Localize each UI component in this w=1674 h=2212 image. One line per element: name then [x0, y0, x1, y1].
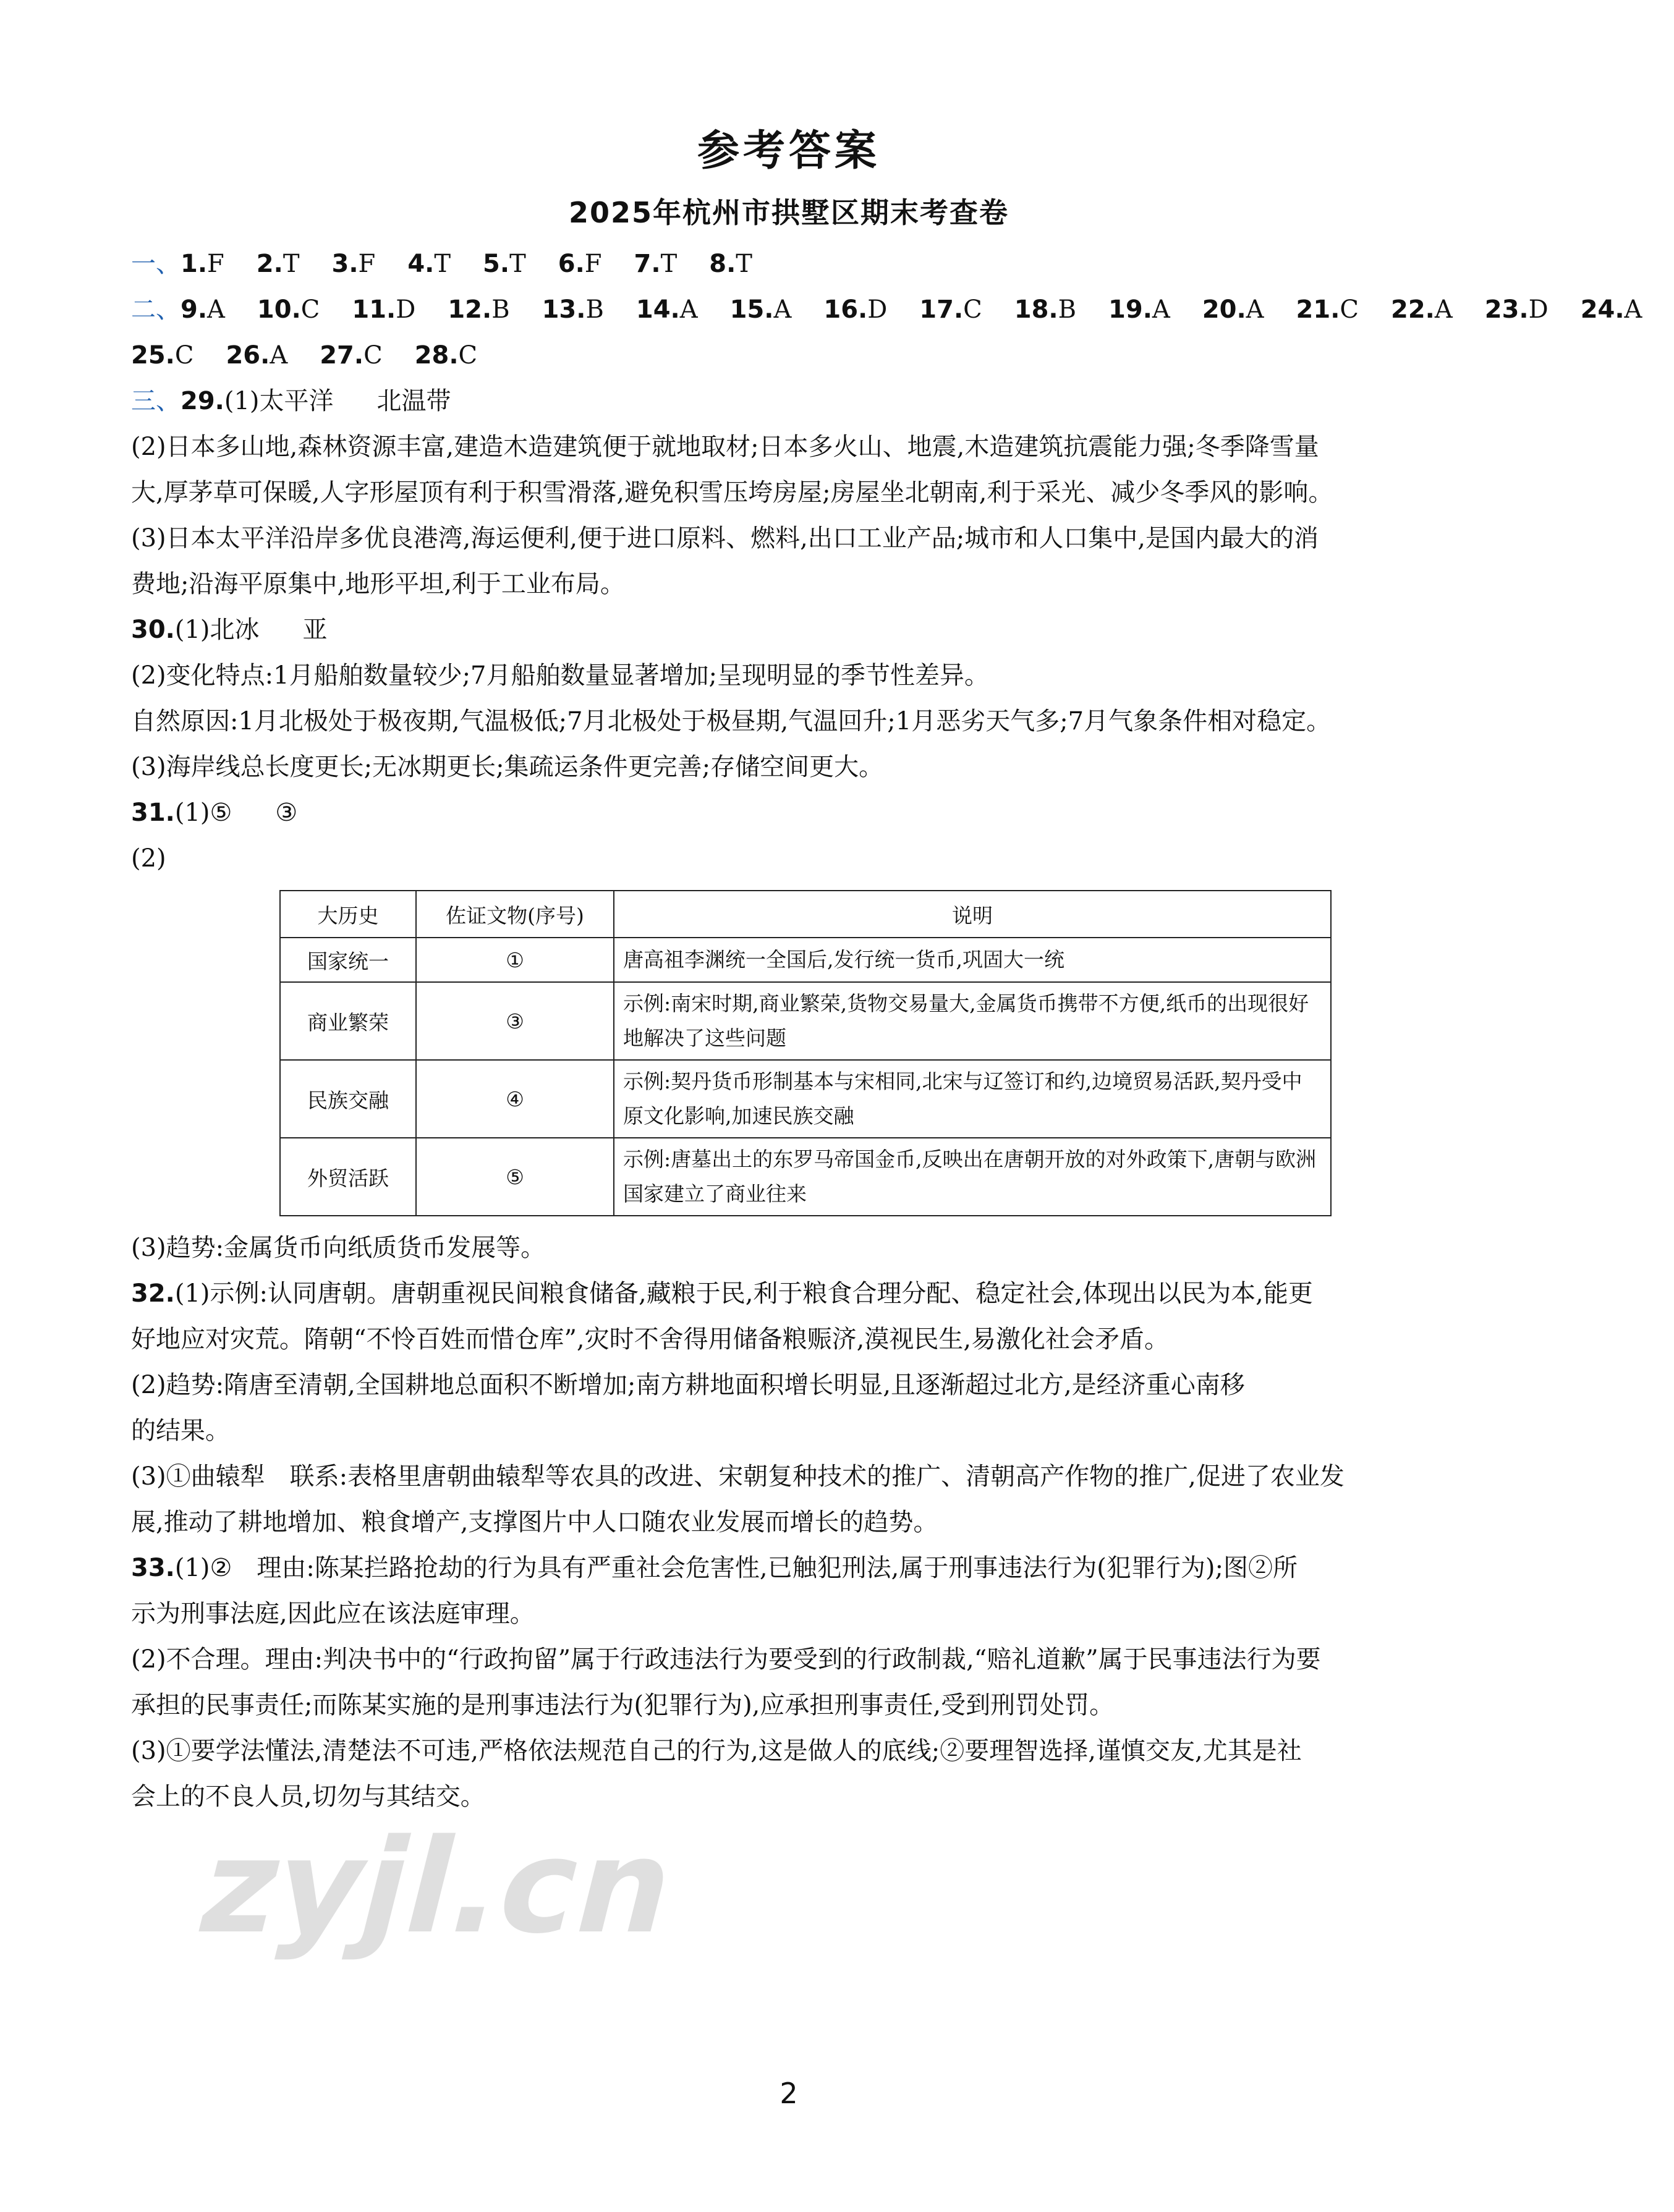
- q29-part-3-line-1: (3)日本太平洋沿岸多优良港湾,海运便利,便于进口原料、燃料,出口工业产品;城市和人口集中,是国内最大的消: [131, 524, 1319, 553]
- answer-value: T: [736, 250, 752, 278]
- answer-number: 3.: [331, 250, 359, 278]
- table-cell-topic: 民族交融: [280, 1060, 416, 1138]
- answer-value: D: [396, 295, 416, 324]
- watermark-logo: zyjl.cn: [185, 1811, 691, 1962]
- answer-item: [1391, 287, 1453, 333]
- answer-item: [634, 241, 678, 287]
- answer-value: B: [1058, 295, 1077, 324]
- answer-item: [257, 287, 320, 333]
- answer-number: 17.: [919, 295, 964, 324]
- page-number: 2: [780, 2077, 798, 2110]
- q30-part-3: (3)海岸线总长度更长;无冰期更长;集疏运条件更完善;存储空间更大。: [131, 753, 884, 781]
- answer-number: 23.: [1484, 295, 1529, 324]
- q33-part-2-line-2: 承担的民事责任;而陈某实施的是刑事违法行为(犯罪行为),应承担刑事责任,受到刑罚处罚。: [131, 1691, 1115, 1719]
- answer-number: 6.: [558, 250, 585, 278]
- q32-part-2-line-2: 的结果。: [131, 1417, 230, 1445]
- answer-value: T: [660, 250, 678, 278]
- table-row: [280, 982, 1331, 1060]
- q33-p1-answer: (1)②: [174, 1554, 232, 1582]
- answer-item: [352, 287, 415, 333]
- answer-value: B: [585, 295, 604, 324]
- q30-part-2-reason: 自然原因:1月北极处于极夜期,气温极低;7月北极处于极昼期,气温回升;1月恶劣天气多;7月气象条件相对稳定。: [131, 707, 1332, 735]
- answer-number: 20.: [1202, 295, 1246, 324]
- answer-item: [709, 241, 752, 287]
- answer-value: A: [773, 295, 792, 324]
- answer-number: 1.: [181, 250, 208, 278]
- answer-value: A: [207, 295, 225, 324]
- answer-number: 18.: [1014, 295, 1058, 324]
- answer-item: [919, 287, 982, 333]
- table-cell-relic: ③: [416, 982, 614, 1060]
- section-1-answer-list: [181, 250, 784, 278]
- answer-item: [407, 241, 451, 287]
- table-cell-topic: 国家统一: [280, 938, 416, 982]
- answer-number: 25.: [131, 341, 175, 370]
- q31-answer-table: [279, 890, 1332, 1216]
- q29-part-1: [131, 378, 1448, 424]
- section-1-label: 一、: [131, 250, 181, 278]
- answer-item: [1296, 287, 1359, 333]
- answer-number: 7.: [634, 250, 661, 278]
- answer-number: 13.: [542, 295, 586, 324]
- answer-number: 11.: [352, 295, 396, 324]
- answer-item: [131, 333, 193, 378]
- answer-value: A: [1624, 295, 1642, 324]
- answer-value: C: [1340, 295, 1359, 324]
- answer-value: F: [207, 250, 224, 278]
- answer-value: A: [1434, 295, 1453, 324]
- answer-item: [1581, 287, 1642, 333]
- answer-item: [1202, 287, 1264, 333]
- table-header-row: [280, 891, 1331, 938]
- answer-item: [181, 287, 225, 333]
- section-1-answers: [131, 241, 1448, 287]
- answer-item: [823, 287, 887, 333]
- answer-number: 16.: [823, 295, 868, 324]
- answer-number: 19.: [1108, 295, 1152, 324]
- answer-item: [320, 333, 382, 378]
- q31-part-1: [131, 790, 1448, 836]
- answer-value: F: [358, 250, 376, 278]
- answer-number: 21.: [1296, 295, 1340, 324]
- answer-number: 14.: [635, 295, 680, 324]
- q31-p1-answer-a: (1)⑤: [174, 799, 232, 827]
- section-2-label: 二、: [131, 295, 181, 324]
- answer-value: D: [867, 295, 888, 324]
- table-header-relic: 佐证文物(序号): [416, 891, 614, 938]
- q32-p3-link: 联系:表格里唐朝曲辕犁等农具的改进、宋朝复种技术的推广、清朝高产作物的推广,促进了农业发: [289, 1462, 1345, 1491]
- q32-p1-text: (1)示例:认同唐朝。唐朝重视民间粮食储备,藏粮于民,利于粮食合理分配、稳定社会,体现出以民为本,能更: [174, 1279, 1313, 1308]
- answer-item: [1014, 287, 1076, 333]
- answer-item: [636, 287, 698, 333]
- q30-p1-answer-b: 亚: [302, 616, 328, 644]
- q33-number: 33.: [131, 1554, 175, 1582]
- answer-number: 8.: [709, 250, 736, 278]
- q29-p1-answer-a: (1)太平洋: [224, 387, 334, 415]
- page-title: 参考答案: [697, 127, 880, 176]
- answer-number: 15.: [729, 295, 774, 324]
- answer-item: [415, 333, 477, 378]
- answer-value: C: [174, 341, 194, 370]
- q32-part-3-line-2: 展,推动了耕地增加、粮食增产,支撑图片中人口随农业发展而增长的趋势。: [131, 1508, 938, 1536]
- answer-value: T: [283, 250, 300, 278]
- q30-part-1: [131, 607, 1448, 653]
- table-cell-desc: 示例:南宋时期,商业繁荣,货物交易量大,金属货币携带不方便,纸币的出现很好地解决了这些问题: [614, 982, 1331, 1060]
- q32-p3-answer: (3)①曲辕犁: [131, 1462, 265, 1491]
- answer-value: C: [300, 295, 320, 324]
- answer-number: 9.: [181, 295, 208, 324]
- q31-table-wrapper: [279, 890, 1448, 1216]
- q31-part-2-label: (2): [131, 844, 166, 873]
- answer-value: C: [963, 295, 982, 324]
- answer-value: C: [363, 341, 383, 370]
- q32-part-1-line-2: 好地应对灾荒。隋朝“不怜百姓而惜仓库”,灾时不舍得用储备粮赈济,漠视民生,易激化社会矛盾。: [131, 1325, 1170, 1354]
- answer-item: [730, 287, 792, 333]
- q31-number: 31.: [131, 799, 175, 827]
- answer-item: [332, 241, 376, 287]
- table-cell-topic: 外贸活跃: [280, 1138, 416, 1216]
- answer-number: 26.: [226, 341, 270, 370]
- q31-p1-answer-b: ③: [275, 799, 298, 827]
- answer-value: D: [1528, 295, 1549, 324]
- answer-number: 24.: [1580, 295, 1625, 324]
- answer-number: 27.: [320, 341, 364, 370]
- answer-number: 2.: [256, 250, 283, 278]
- answer-item: [483, 241, 526, 287]
- answer-item: [558, 241, 602, 287]
- q33-part-3-line-2: 会上的不良人员,切勿与其结交。: [131, 1782, 485, 1811]
- q33-p1-reason: 理由:陈某拦路抢劫的行为具有严重社会危害性,已触犯刑法,属于刑事违法行为(犯罪行为);图②所: [257, 1554, 1298, 1582]
- answer-value: F: [584, 250, 602, 278]
- q32-part-2-line-1: (2)趋势:隋唐至清朝,全国耕地总面积不断增加;南方耕地面积增长明显,且逐渐超过北方,是经济重心南移: [131, 1371, 1245, 1399]
- answer-value: A: [1246, 295, 1264, 324]
- q30-number: 30.: [131, 616, 175, 644]
- answer-number: 12.: [448, 295, 492, 324]
- answer-item: [542, 287, 604, 333]
- q29-number: 29.: [181, 387, 224, 415]
- table-cell-desc: 示例:唐墓出土的东罗马帝国金币,反映出在唐朝开放的对外政策下,唐朝与欧洲国家建立了商业往来: [614, 1138, 1331, 1216]
- q32-part-1-line-1: [131, 1271, 1448, 1316]
- answer-item: [1485, 287, 1549, 333]
- section-2-answer-list: [181, 295, 1674, 324]
- answer-value: A: [679, 295, 698, 324]
- answer-value: T: [509, 250, 526, 278]
- q32-number: 32.: [131, 1279, 175, 1308]
- q29-part-3-line-2: 费地;沿海平原集中,地形平坦,利于工业布局。: [131, 570, 625, 598]
- q29-part-2-line-1: (2)日本多山地,森林资源丰富,建造木造建筑便于就地取材;日本多火山、地震,木造建筑抗震能力强;冬季降雪量: [131, 433, 1319, 461]
- q32-part-3-line-1: [131, 1454, 1448, 1499]
- table-cell-topic: 商业繁荣: [280, 982, 416, 1060]
- table-cell-relic: ①: [416, 938, 614, 982]
- answer-item: [448, 287, 509, 333]
- table-cell-desc: 示例:契丹货币形制基本与宋相同,北宋与辽签订和约,边境贸易活跃,契丹受中原文化影响,加速民族交融: [614, 1060, 1331, 1138]
- table-header-topic: 大历史: [280, 891, 416, 938]
- table-cell-relic: ⑤: [416, 1138, 614, 1216]
- answer-value: A: [1152, 295, 1170, 324]
- q33-part-1-line-1: [131, 1545, 1448, 1591]
- section-3-label: 三、: [131, 387, 181, 415]
- answer-number: 10.: [257, 295, 301, 324]
- answer-value: A: [270, 341, 288, 370]
- q30-p1-answer-a: (1)北冰: [174, 616, 260, 644]
- table-cell-relic: ④: [416, 1060, 614, 1138]
- table-header-desc: 说明: [614, 891, 1331, 938]
- table-row: [280, 938, 1331, 982]
- answer-content: [131, 241, 1642, 1820]
- q33-part-1-line-2: 示为刑事法庭,因此应在该法庭审理。: [131, 1600, 535, 1628]
- q31-part-3: (3)趋势:金属货币向纸质货币发展等。: [131, 1234, 546, 1262]
- q29-part-2-line-2: 大,厚茅草可保暖,人字形屋顶有利于积雪滑落,避免积雪压垮房屋;房屋坐北朝南,利于采光、减少冬季风的影响。: [131, 478, 1333, 507]
- answer-item: [181, 241, 224, 287]
- answer-value: C: [458, 341, 478, 370]
- answer-value: T: [434, 250, 451, 278]
- q29-p1-answer-b: 北温带: [376, 387, 451, 415]
- q33-part-3-line-1: (3)①要学法懂法,清楚法不可违,严格依法规范自己的行为,这是做人的底线;②要理智选择,谨慎交友,尤其是社: [131, 1737, 1302, 1765]
- table-row: [280, 1138, 1331, 1216]
- q30-part-2: (2)变化特点:1月船舶数量较少;7月船舶数量显著增加;呈现明显的季节性差异。: [131, 661, 989, 690]
- section-2-answers-row-1: [131, 287, 1642, 333]
- section-2-answers-row-2: [131, 333, 1448, 378]
- exam-subtitle: 2025年杭州市拱墅区期末考查卷: [568, 196, 1009, 229]
- answer-number: 22.: [1391, 295, 1435, 324]
- answer-item: [1108, 287, 1170, 333]
- answer-number: 5.: [483, 250, 510, 278]
- table-cell-desc: 唐高祖李渊统一全国后,发行统一货币,巩固大一统: [614, 938, 1331, 982]
- table-row: [280, 1060, 1331, 1138]
- answer-item: [226, 333, 287, 378]
- section-2-answer-list-cont: [131, 341, 509, 370]
- answer-item: [257, 241, 300, 287]
- answer-value: B: [491, 295, 510, 324]
- answer-number: 28.: [414, 341, 459, 370]
- answer-number: 4.: [407, 250, 435, 278]
- q33-part-2-line-1: (2)不合理。理由:判决书中的“行政拘留”属于行政违法行为要受到的行政制裁,“赔礼道歉”属于民事违法行为要: [131, 1645, 1321, 1674]
